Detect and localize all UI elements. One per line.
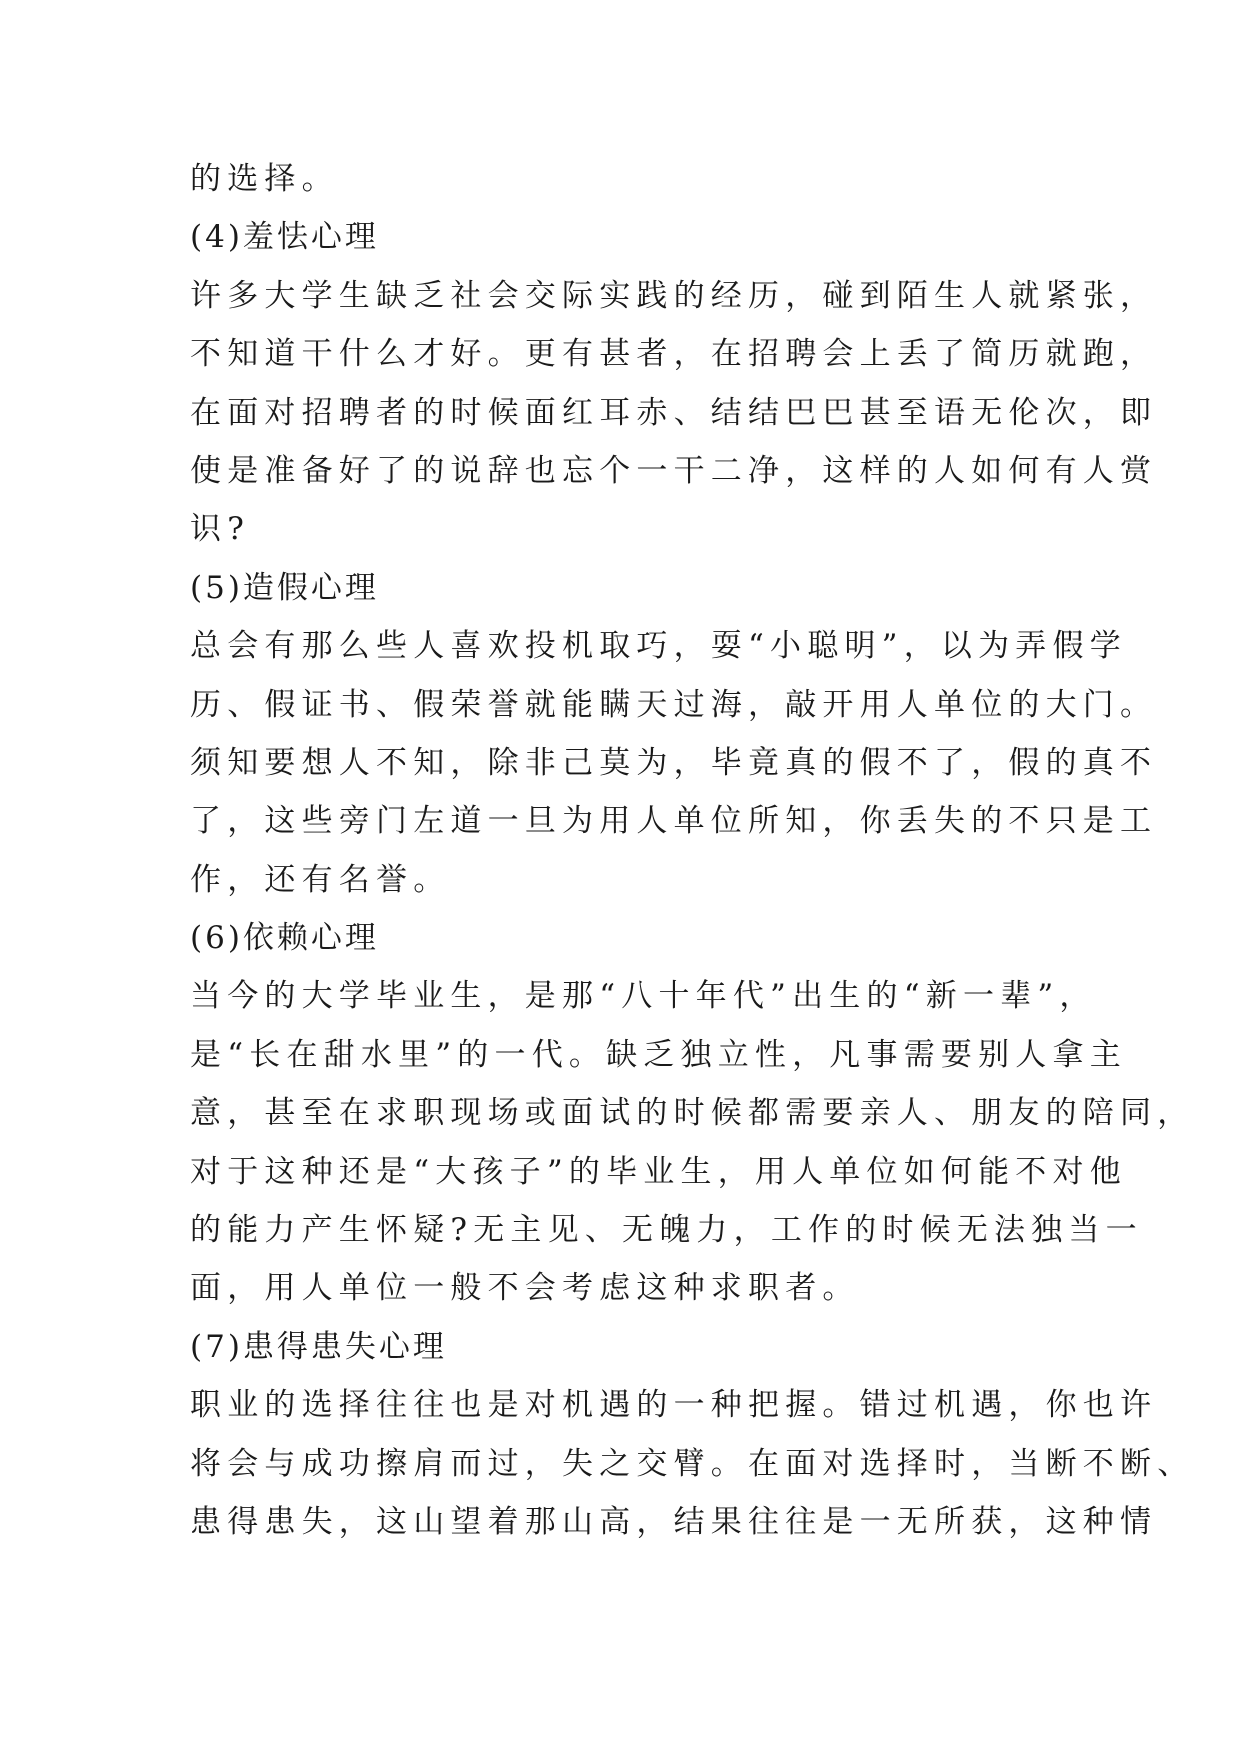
text-line: 识? [190, 511, 251, 548]
text-line: 总会有那么些人喜欢投机取巧，耍“小聪明”，以为弄假学 [190, 628, 1127, 665]
section-heading: (7)患得患失心理 [190, 1328, 447, 1365]
text-line: 许多大学生缺乏社会交际实践的经历，碰到陌生人就紧张， [190, 277, 1158, 314]
section-heading: (5)造假心理 [190, 569, 379, 606]
text-line: 意，甚至在求职现场或面试的时候都需要亲人、朋友的陪同， [190, 1095, 1195, 1132]
text-line: 的能力产生怀疑?无主见、无魄力，工作的时候无法独当一 [190, 1212, 1143, 1249]
text-line: 使是准备好了的说辞也忘个一干二净，这样的人如何有人赏 [190, 452, 1158, 489]
text-line: 历、假证书、假荣誉就能瞒天过海，敲开用人单位的大门。 [190, 686, 1158, 723]
text-line: 面，用人单位一般不会考虑这种求职者。 [190, 1270, 860, 1307]
text-line: 是“长在甜水里”的一代。缺乏独立性，凡事需要别人拿主 [190, 1036, 1127, 1073]
text-line: 不知道干什么才好。更有甚者，在招聘会上丢了简历就跑， [190, 336, 1158, 373]
section-heading: (4)羞怯心理 [190, 219, 379, 256]
text-line: 患得患失，这山望着那山高，结果往往是一无所获，这种情 [190, 1503, 1158, 1540]
text-line: 职业的选择往往也是对机遇的一种把握。错过机遇，你也许 [190, 1387, 1158, 1424]
text-line: 当今的大学毕业生，是那“八十年代”出生的“新一辈”， [190, 978, 1097, 1015]
text-line: 在面对招聘者的时候面红耳赤、结结巴巴甚至语无伦次，即 [190, 394, 1158, 431]
text-line: 了，这些旁门左道一旦为用人单位所知，你丢失的不只是工 [190, 803, 1158, 840]
text-line: 须知要想人不知，除非己莫为，毕竟真的假不了，假的真不 [190, 744, 1158, 781]
text-line: 作，还有名誉。 [190, 861, 451, 898]
text-line: 对于这种还是“大孩子”的毕业生，用人单位如何能不对他 [190, 1153, 1127, 1190]
document-body [190, 150, 1195, 1551]
section-heading: (6)依赖心理 [190, 920, 379, 957]
text-line: 的选择。 [190, 161, 339, 197]
text-line: 将会与成功擦肩而过，失之交臂。在面对选择时，当断不断、 [190, 1445, 1195, 1482]
